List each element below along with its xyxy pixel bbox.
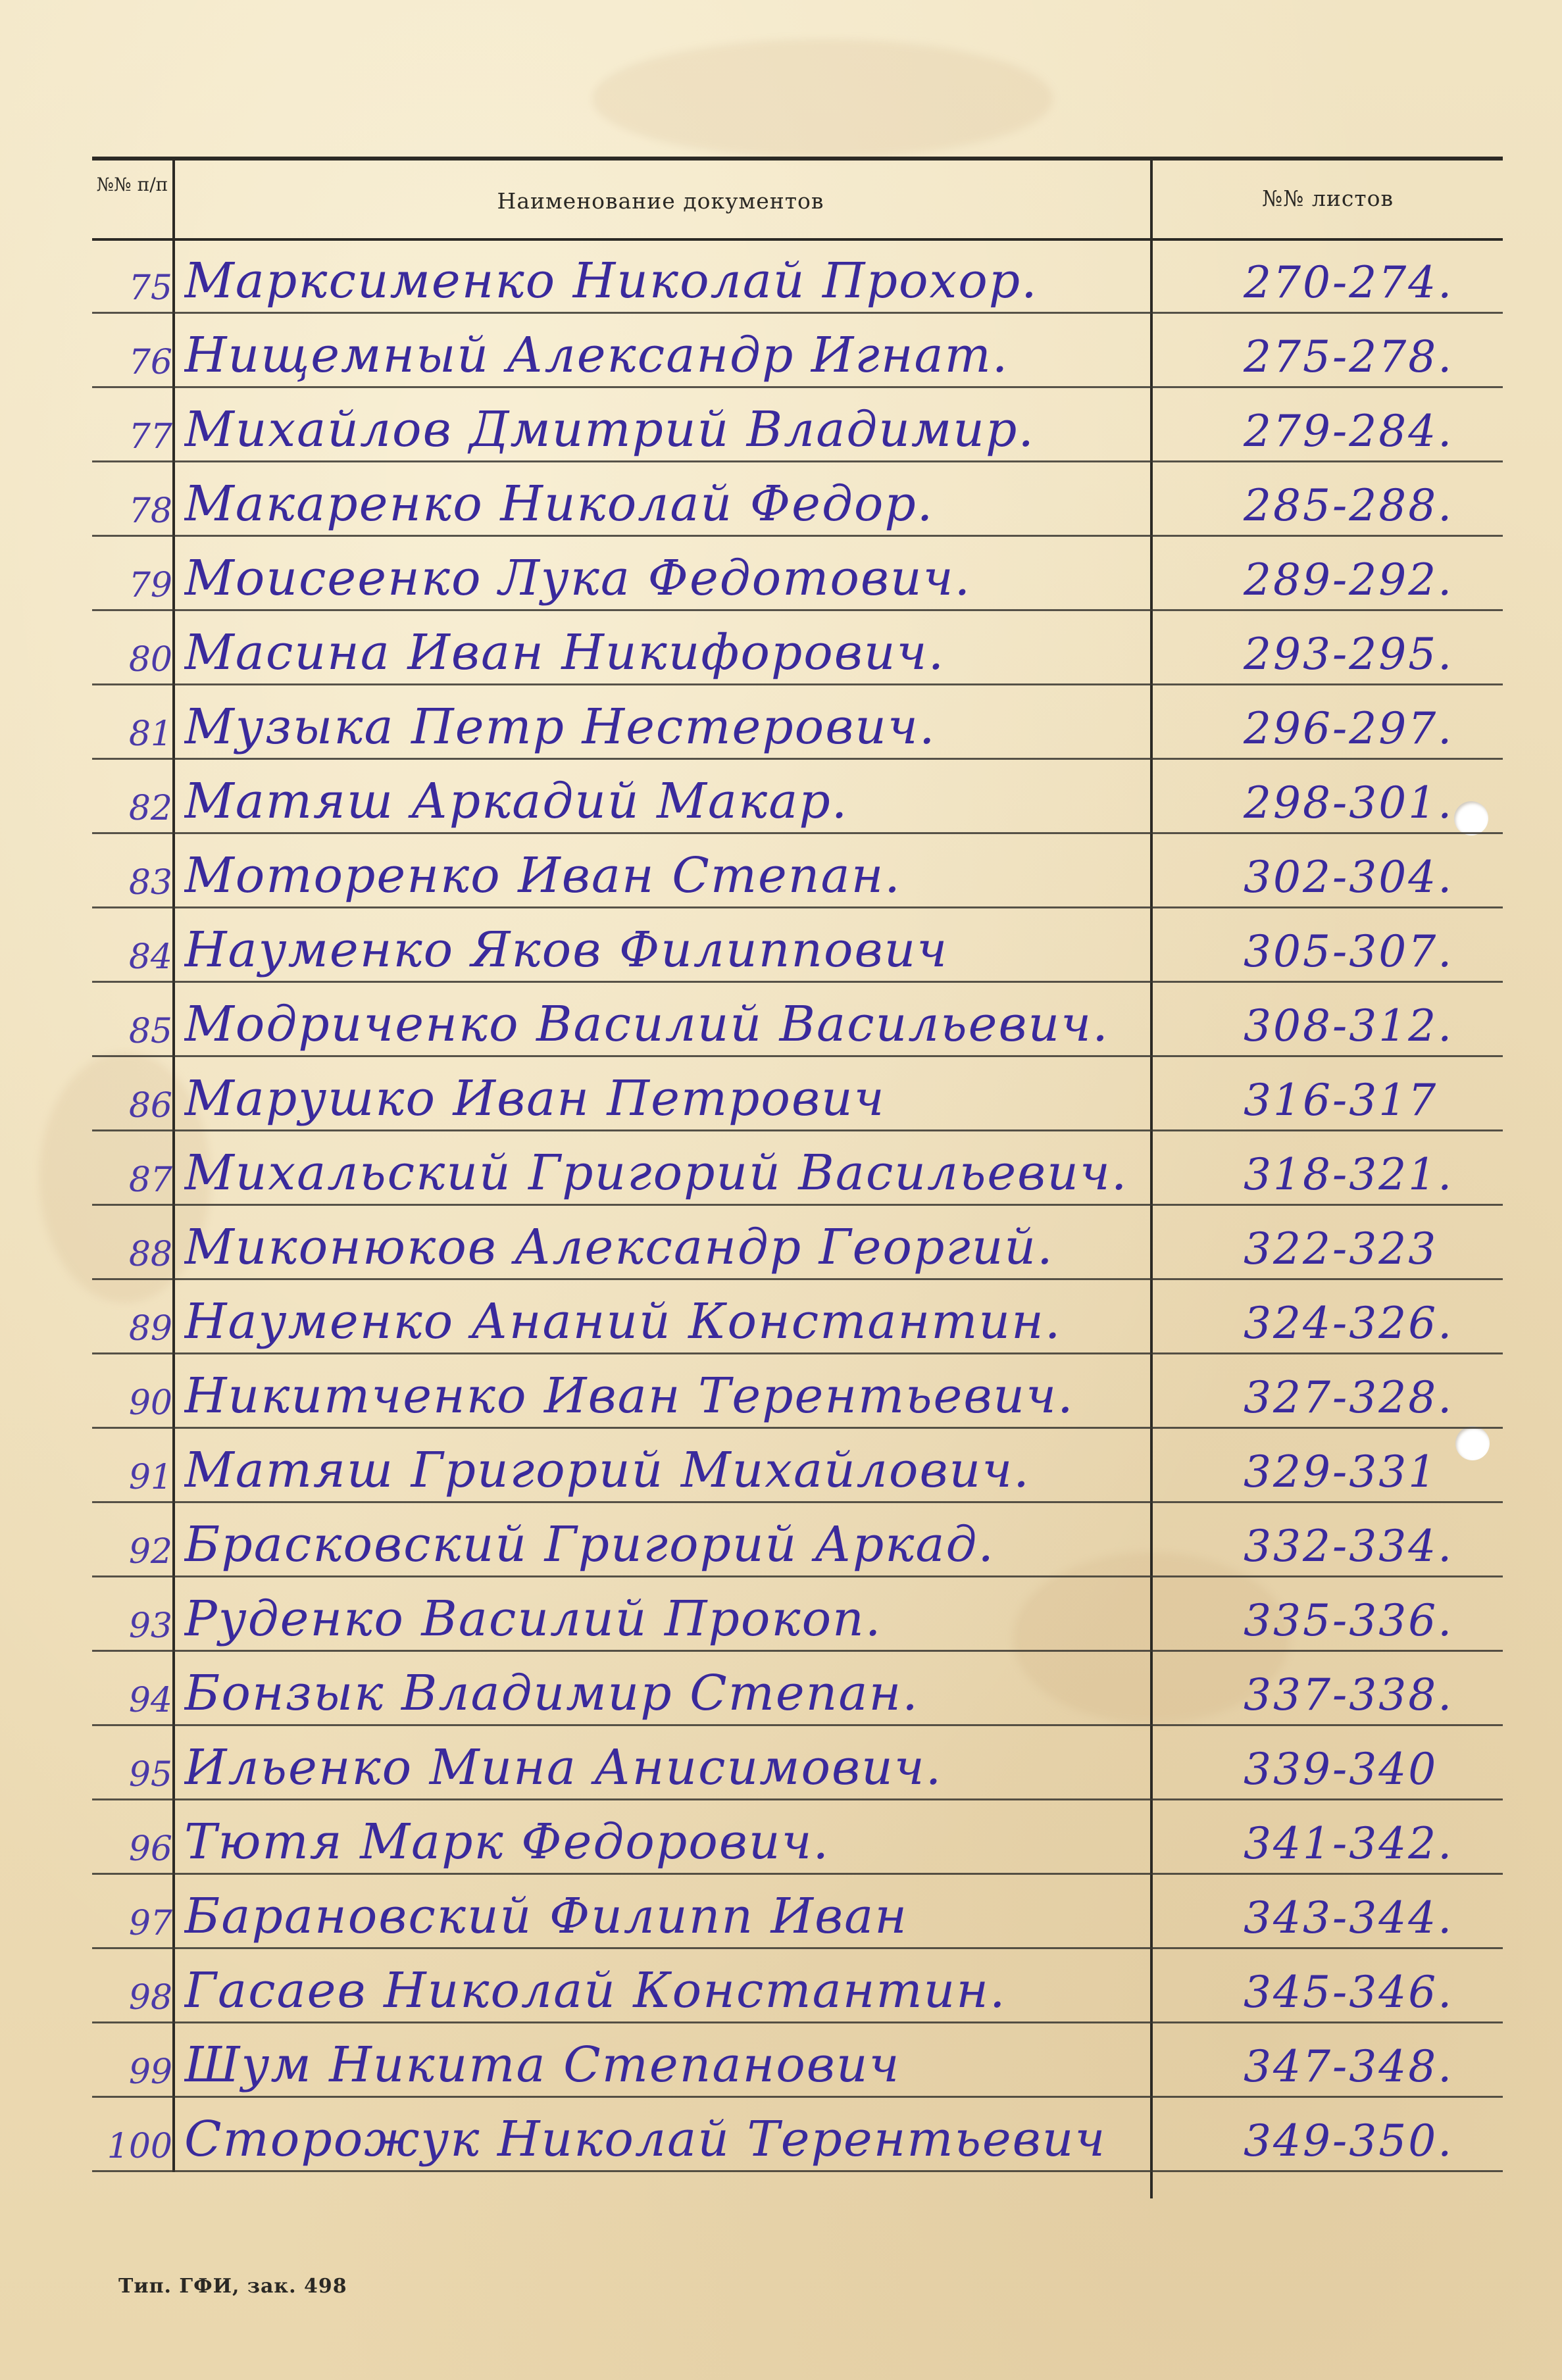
list-item bbox=[92, 914, 1503, 979]
item-number: 97 bbox=[128, 1904, 172, 1943]
item-name: Марксименко Николай Прохор. bbox=[184, 253, 1038, 309]
item-sheets: 316-317 bbox=[1244, 1075, 1438, 1126]
item-number: 85 bbox=[128, 1012, 172, 1051]
row-rule bbox=[92, 758, 1503, 760]
item-sheets: 335-336. bbox=[1244, 1595, 1454, 1646]
item-name: Ильенко Мина Анисимович. bbox=[184, 1739, 943, 1796]
list-item bbox=[92, 1583, 1503, 1649]
item-number: 98 bbox=[128, 1978, 172, 2018]
row-rule bbox=[92, 1278, 1503, 1280]
list-item bbox=[92, 839, 1503, 905]
item-number: 83 bbox=[128, 863, 172, 903]
list-item bbox=[92, 1954, 1503, 2020]
row-rule bbox=[92, 1129, 1503, 1131]
item-name: Руденко Василий Прокоп. bbox=[184, 1591, 882, 1647]
item-sheets: 289-292. bbox=[1244, 555, 1454, 605]
item-sheets: 318-321. bbox=[1244, 1149, 1454, 1200]
item-name: Моторенко Иван Степан. bbox=[184, 847, 901, 904]
item-name: Сторожук Николай Терентьевич bbox=[184, 2111, 1107, 2168]
row-rule bbox=[92, 1650, 1503, 1652]
list-item bbox=[92, 2029, 1503, 2095]
list-item bbox=[92, 245, 1503, 310]
table-header-rule bbox=[92, 238, 1503, 241]
row-rule bbox=[92, 1055, 1503, 1057]
list-item bbox=[92, 1137, 1503, 1202]
item-number: 80 bbox=[128, 640, 172, 680]
row-rule bbox=[92, 2170, 1503, 2172]
row-rule bbox=[92, 609, 1503, 611]
item-sheets: 329-331 bbox=[1244, 1447, 1438, 1497]
item-sheets: 349-350. bbox=[1244, 2116, 1454, 2166]
row-rule bbox=[92, 1873, 1503, 1875]
list-item bbox=[92, 1285, 1503, 1351]
row-rule bbox=[92, 312, 1503, 314]
list-item bbox=[92, 1062, 1503, 1128]
item-sheets: 332-334. bbox=[1244, 1521, 1454, 1572]
row-rule bbox=[92, 906, 1503, 908]
item-sheets: 279-284. bbox=[1244, 406, 1454, 457]
item-name: Никитченко Иван Терентьевич. bbox=[184, 1368, 1074, 1424]
item-sheets: 341-342. bbox=[1244, 1818, 1454, 1869]
row-rule bbox=[92, 386, 1503, 388]
item-sheets: 339-340 bbox=[1244, 1744, 1438, 1795]
item-sheets: 337-338. bbox=[1244, 1670, 1454, 1720]
row-rule bbox=[92, 535, 1503, 537]
item-name: Гасаев Николай Константин. bbox=[184, 1962, 1007, 2019]
row-rule bbox=[92, 832, 1503, 834]
row-rule bbox=[92, 1204, 1503, 1206]
item-name: Матяш Григорий Михайлович. bbox=[184, 1442, 1030, 1499]
list-item bbox=[92, 2103, 1503, 2169]
item-sheets: 296-297. bbox=[1244, 703, 1454, 754]
column-header-number: №№ п/п bbox=[96, 174, 168, 195]
list-item bbox=[92, 1211, 1503, 1277]
paper-stain bbox=[592, 39, 1053, 158]
item-sheets: 285-288. bbox=[1244, 480, 1454, 531]
item-number: 82 bbox=[128, 789, 172, 828]
item-sheets: 305-307. bbox=[1244, 926, 1454, 977]
item-number: 99 bbox=[128, 2052, 172, 2092]
item-sheets: 327-328. bbox=[1244, 1372, 1454, 1423]
item-name: Музыка Петр Нестерович. bbox=[184, 699, 936, 755]
item-name: Брасковский Григорий Аркад. bbox=[184, 1516, 995, 1573]
row-rule bbox=[92, 1575, 1503, 1577]
list-item bbox=[92, 1880, 1503, 1946]
item-sheets: 275-278. bbox=[1244, 332, 1454, 382]
item-name: Михайлов Дмитрий Владимир. bbox=[184, 401, 1035, 458]
list-item bbox=[92, 691, 1503, 756]
column-header-name: Наименование документов bbox=[497, 188, 824, 214]
item-number: 93 bbox=[128, 1606, 172, 1646]
list-item bbox=[92, 765, 1503, 831]
item-number: 92 bbox=[128, 1532, 172, 1572]
list-item bbox=[92, 393, 1503, 459]
row-rule bbox=[92, 2096, 1503, 2098]
table-top-rule bbox=[92, 157, 1503, 161]
column-header-sheets: №№ листов bbox=[1261, 186, 1394, 211]
item-name: Нищемный Александр Игнат. bbox=[184, 327, 1009, 384]
item-sheets: 322-323 bbox=[1244, 1224, 1438, 1274]
item-number: 76 bbox=[128, 343, 172, 382]
row-rule bbox=[92, 981, 1503, 983]
item-number: 81 bbox=[128, 714, 172, 754]
item-name: Матяш Аркадий Макар. bbox=[184, 773, 849, 830]
list-item bbox=[92, 1434, 1503, 1500]
item-name: Тютя Марк Федорович. bbox=[184, 1814, 830, 1870]
item-sheets: 298-301. bbox=[1244, 778, 1454, 828]
item-name: Моисеенко Лука Федотович. bbox=[184, 550, 972, 607]
item-number: 95 bbox=[128, 1755, 172, 1795]
item-number: 96 bbox=[128, 1829, 172, 1869]
item-sheets: 270-274. bbox=[1244, 257, 1454, 308]
item-name: Шум Никита Степанович bbox=[184, 2037, 901, 2093]
item-number: 86 bbox=[128, 1086, 172, 1126]
item-number: 77 bbox=[128, 417, 172, 457]
printer-imprint: Тип. ГФИ, зак. 498 bbox=[118, 2275, 347, 2298]
row-rule bbox=[92, 2021, 1503, 2023]
item-number: 75 bbox=[128, 268, 172, 308]
row-rule bbox=[92, 1427, 1503, 1429]
item-name: Модриченко Василий Васильевич. bbox=[184, 996, 1109, 1053]
row-rule bbox=[92, 683, 1503, 685]
list-item bbox=[92, 988, 1503, 1054]
item-name: Науменко Ананий Константин. bbox=[184, 1293, 1062, 1350]
item-number: 91 bbox=[128, 1458, 172, 1497]
item-name: Миконюков Александр Георгий. bbox=[184, 1219, 1054, 1276]
list-item bbox=[92, 1731, 1503, 1797]
list-item bbox=[92, 1360, 1503, 1426]
item-sheets: 293-295. bbox=[1244, 629, 1454, 680]
row-rule bbox=[92, 1798, 1503, 1800]
item-number: 88 bbox=[128, 1235, 172, 1274]
item-number: 89 bbox=[128, 1309, 172, 1349]
item-sheets: 324-326. bbox=[1244, 1298, 1454, 1349]
item-number: 90 bbox=[128, 1383, 172, 1423]
list-item bbox=[92, 616, 1503, 682]
item-number: 79 bbox=[128, 566, 172, 605]
list-item bbox=[92, 542, 1503, 608]
item-sheets: 347-348. bbox=[1244, 2041, 1454, 2092]
item-number: 100 bbox=[107, 2127, 172, 2166]
list-item bbox=[92, 319, 1503, 385]
row-rule bbox=[92, 1501, 1503, 1503]
item-name: Михальский Григорий Васильевич. bbox=[184, 1145, 1128, 1201]
item-sheets: 302-304. bbox=[1244, 852, 1454, 903]
row-rule bbox=[92, 1947, 1503, 1949]
row-rule bbox=[92, 460, 1503, 462]
item-number: 94 bbox=[128, 1681, 172, 1720]
item-name: Бонзык Владимир Степан. bbox=[184, 1665, 919, 1722]
item-sheets: 308-312. bbox=[1244, 1001, 1454, 1051]
item-number: 78 bbox=[128, 491, 172, 531]
list-item bbox=[92, 1806, 1503, 1872]
item-number: 84 bbox=[128, 937, 172, 977]
item-name: Макаренко Николай Федор. bbox=[184, 476, 934, 532]
item-number: 87 bbox=[128, 1160, 172, 1200]
item-name: Марушко Иван Петрович bbox=[184, 1070, 886, 1127]
item-sheets: 343-344. bbox=[1244, 1893, 1454, 1943]
item-name: Масина Иван Никифорович. bbox=[184, 624, 945, 681]
row-rule bbox=[92, 1724, 1503, 1726]
row-rule bbox=[92, 1352, 1503, 1354]
item-name: Науменко Яков Филиппович bbox=[184, 922, 949, 978]
list-item bbox=[92, 468, 1503, 533]
item-name: Барановский Филипп Иван bbox=[184, 1888, 908, 1945]
list-item bbox=[92, 1657, 1503, 1723]
list-item bbox=[92, 1508, 1503, 1574]
item-sheets: 345-346. bbox=[1244, 1967, 1454, 2018]
